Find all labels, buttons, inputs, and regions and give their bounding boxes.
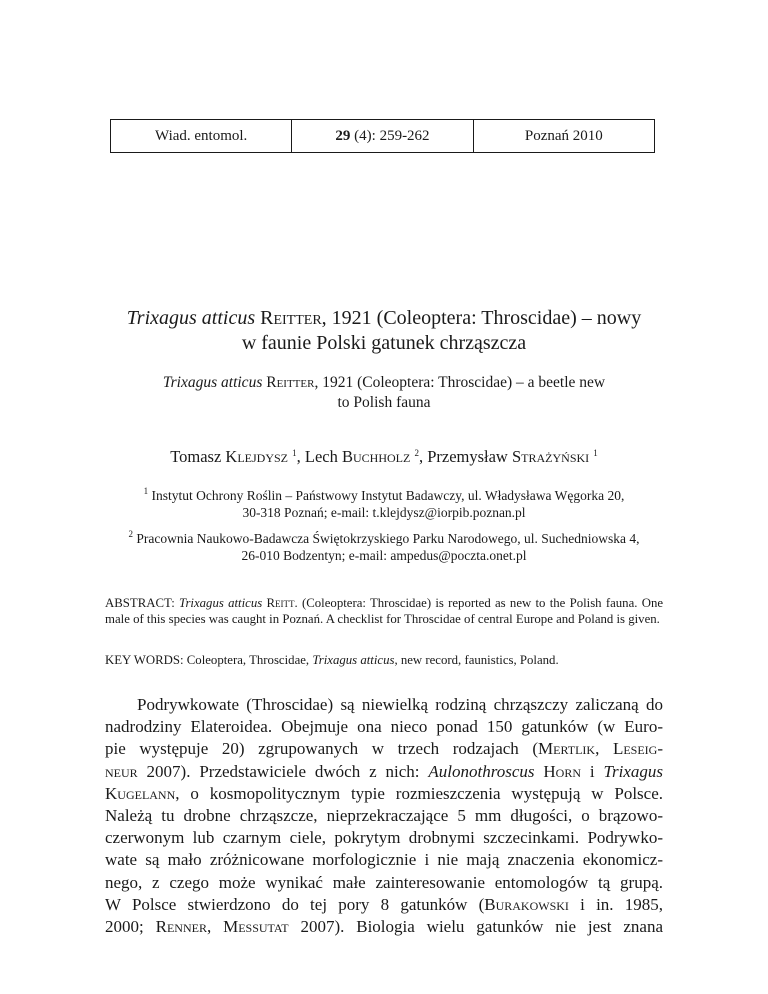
title-line2: w faunie Polski gatunek chrząszcza — [241, 332, 527, 354]
body-text-run: 2007). Przedstawiciele dwóch z nich: — [137, 761, 429, 781]
author-last: Strażyński — [511, 447, 590, 466]
abstract-author: Reitt. — [266, 596, 298, 610]
keywords-after: , new record, faunistics, Poland. — [394, 653, 559, 667]
journal-volume — [292, 120, 473, 153]
author-affiliation-mark: 1 — [292, 448, 297, 458]
keywords-label: KEY WORDS: — [105, 653, 184, 667]
subtitle-author: Reitter — [266, 374, 315, 391]
affiliation-1 — [80, 487, 688, 521]
affiliation-line: 30-318 Poznań; e-mail: t.klejdysz@iorpib.poznan.pl — [242, 505, 526, 520]
journal-name: Wiad. entomol. — [111, 120, 292, 153]
body-text-run: i in. 1985, — [568, 894, 663, 914]
affiliation-line: Instytut Ochrony Roślin – Państwowy Instytut Badawczy, ul. Władysława Węgorka 20, — [151, 488, 625, 503]
abstract-text: (Coleoptera: Throscidae) is reported as new to the Polish fauna. One male of this species was caught in Poznań. A checklist for Throscidae of central Europe and Poland is given. — [105, 596, 664, 626]
body-line: nego, z czego może wynikać małe zainteresowanie entomologów tą grupą. — [105, 872, 663, 892]
affiliation-number: 1 — [143, 486, 149, 496]
author-affiliation-mark: 1 — [593, 448, 598, 458]
citation-author: Leseig- — [612, 739, 663, 759]
author-first: Tomasz — [170, 447, 222, 466]
title-rest: , 1921 (Coleoptera: Throscidae) – nowy — [321, 307, 642, 329]
body-text-run: i — [581, 761, 604, 781]
author-affiliation-mark: 2 — [414, 448, 419, 458]
body-paragraph — [105, 694, 663, 938]
body-line: Należą tu drobne chrząszcze, nieprzekraczające 5 mm długości, o brązowo- — [105, 806, 663, 826]
journal-place-year: Poznań 2010 — [473, 120, 654, 153]
affiliation-number: 2 — [128, 529, 133, 539]
body-text-run: W Polsce stwierdzono do tej pory 8 gatunków ( — [105, 894, 485, 914]
article-subtitle — [80, 373, 688, 413]
title-species: Trixagus atticus — [126, 307, 256, 329]
body-line — [105, 783, 663, 805]
keywords — [105, 653, 663, 669]
journal-header-table — [110, 119, 655, 153]
body-text-run: 2000; — [105, 917, 156, 937]
body-line: wate są mało zróżnicowane morfologicznie i nie mają znaczenia ekonomicz- — [105, 850, 663, 870]
author-last: Klejdysz — [225, 447, 288, 466]
body-line: nadrodziny Elateroidea. Obejmuje ona nieco ponad 150 gatunków (w Euro- — [105, 717, 663, 737]
abstract-label: ABSTRACT: — [105, 596, 175, 610]
genus-name: Aulonothroscus — [428, 761, 535, 781]
body-text-run: , — [206, 917, 224, 937]
body-line: Podrywkowate (Throscidae) są niewielką rodziną chrząszczy zaliczaną do — [137, 695, 663, 714]
genus-name: Trixagus — [603, 761, 664, 781]
abstract — [105, 596, 663, 627]
body-text-run: , o kosmopolitycznym typie rozmieszczenia występują w Polsce. — [175, 783, 663, 803]
body-text-run: 2007). Biologia wielu gatunków nie jest znana — [288, 917, 663, 937]
author-list: Tomasz Klejdysz $^1$, Lech Buchholz $^2$, Przemysław Strażyński $^1$ — [170, 447, 598, 466]
body-line — [105, 916, 663, 938]
author-first: Lech — [304, 447, 338, 466]
citation-author: Burakowski — [484, 894, 569, 914]
affiliation-2 — [80, 530, 688, 564]
citation-author: Messutat — [223, 917, 289, 937]
subtitle-line2: to Polish fauna — [337, 394, 431, 411]
abstract-species: Trixagus atticus — [179, 596, 263, 610]
body-line: czerwonym lub czarnym ciele, pokrytym drobnymi szczecinkami. Podrywko- — [105, 828, 663, 848]
body-line — [105, 761, 663, 783]
subtitle-species: Trixagus atticus — [162, 374, 263, 391]
issue-pages: (4): 259-262 — [350, 127, 430, 144]
body-text-run: pie występuje 20) zgrupowanych w trzech rodzajach ( — [105, 739, 539, 759]
citation-author: neur — [105, 761, 138, 781]
keywords-species: Trixagus atticus — [312, 653, 395, 667]
author-first: Przemysław — [427, 447, 508, 466]
affiliation-line: Pracownia Naukowo-Badawcza Świętokrzyskiego Parku Narodowego, ul. Suchedniowska 4, — [136, 531, 640, 546]
volume-number: 29 — [335, 127, 351, 144]
title-author: Reitter — [260, 307, 322, 329]
body-line — [105, 738, 663, 760]
subtitle-rest: , 1921 (Coleoptera: Throscidae) – a beetle new — [314, 374, 606, 391]
citation-author: Renner — [155, 917, 207, 937]
keywords-before: Coleoptera, Throscidae, — [186, 653, 310, 667]
citation-author: Mertlik — [538, 739, 596, 759]
author-last: Buchholz — [341, 447, 411, 466]
taxon-author: Horn — [543, 761, 581, 781]
body-line — [105, 894, 663, 916]
affiliation-line: 26-010 Bodzentyn; e-mail: ampedus@poczta.onet.pl — [241, 548, 527, 563]
article-title — [80, 306, 688, 356]
taxon-author: Kugelann — [105, 783, 176, 803]
body-text-run: , — [595, 739, 613, 759]
